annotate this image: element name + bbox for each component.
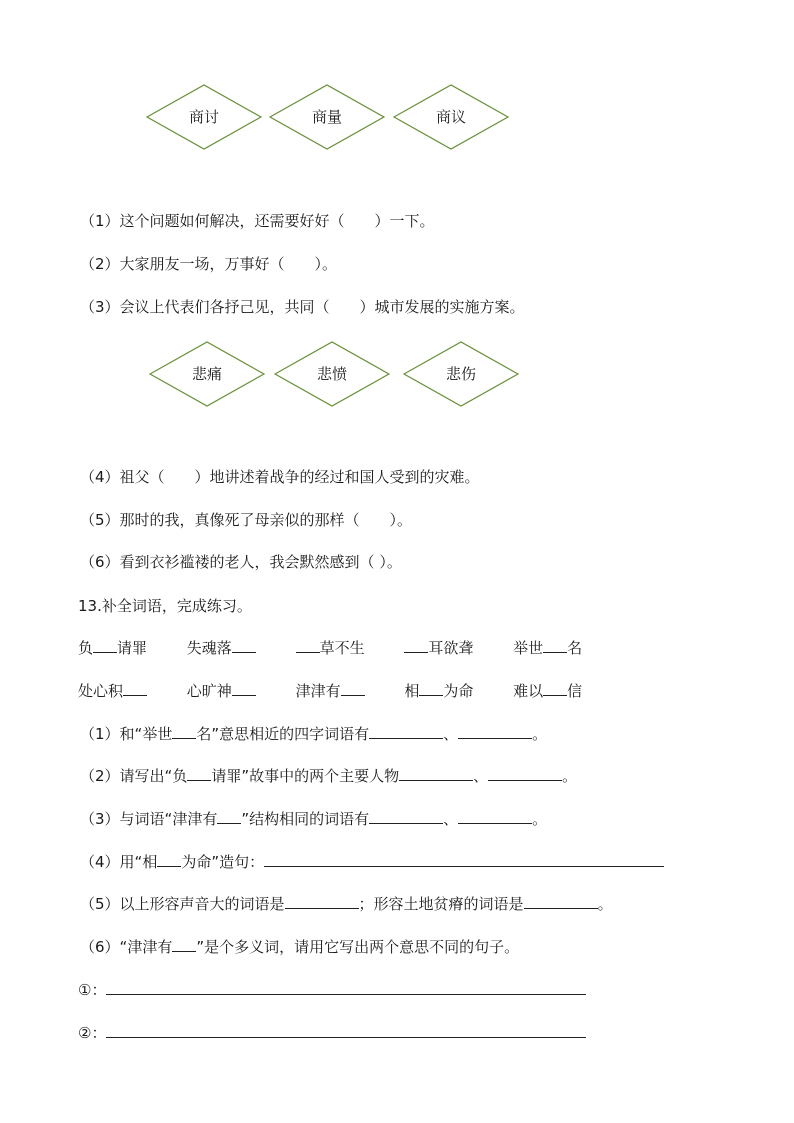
word-diamond-label: 商议 (435, 108, 466, 126)
sentence-answer-line[interactable] (264, 852, 664, 867)
answer-blank[interactable] (458, 724, 532, 739)
fill-blank[interactable] (157, 852, 181, 867)
word-diamond-6 (403, 341, 519, 407)
idiom-row-2 (78, 681, 582, 701)
idiom-blank-word: 耳欲聋 (404, 638, 508, 658)
fill-blank[interactable] (172, 937, 196, 952)
q13-sub-4: （4）用“相 为命”造句： (80, 852, 664, 872)
q13-sub-6: （6）“津津有 ”是个多义词，请用它写出两个意思不同的句子。 (80, 938, 520, 956)
word-choice-group-a (146, 84, 516, 152)
question-item-2: （2）大家朋友一场，万事好（ ）。 (80, 255, 338, 273)
fill-blank[interactable] (217, 809, 241, 824)
question-item-5: （5）那时的我，真像死了母亲似的那样（ ）。 (80, 511, 413, 529)
answer-blank[interactable] (285, 894, 359, 909)
idiom-row-1 (78, 638, 582, 658)
word-diamond-label: 悲愤 (316, 365, 347, 383)
fill-blank[interactable] (232, 638, 256, 653)
question-13-title: 13.补全词语，完成练习。 (78, 597, 252, 615)
idiom-blank-word: 失魂落 (187, 638, 291, 658)
word-diamond-label: 悲伤 (445, 365, 476, 383)
question-item-4: （4）祖父（ ）地讲述着战争的经过和国人受到的灾难。 (80, 468, 480, 486)
word-diamond-1 (146, 84, 262, 150)
answer-blank[interactable] (369, 809, 443, 824)
fill-blank[interactable] (93, 638, 117, 653)
word-diamond-label: 悲痛 (191, 365, 222, 383)
idiom-blank-word: 负 请罪 (78, 639, 148, 657)
question-item-1: （1）这个问题如何解决，还需要好好（ ）一下。 (80, 212, 435, 230)
fill-blank[interactable] (123, 681, 147, 696)
fill-blank[interactable] (187, 766, 211, 781)
fill-blank[interactable] (172, 724, 196, 739)
idiom-blank-word: 心旷神 (187, 681, 291, 701)
word-choice-group-b (149, 341, 521, 409)
idiom-blank-word: 津津有 (296, 681, 400, 701)
idiom-blank-word: 处心积 (78, 681, 182, 701)
answer-blank[interactable] (488, 766, 562, 781)
fill-blank[interactable] (232, 681, 256, 696)
word-diamond-label: 商量 (311, 108, 342, 126)
sentence-answer-line[interactable] (106, 1023, 586, 1038)
fill-blank[interactable] (404, 638, 428, 653)
idiom-blank-word: 草不生 (296, 638, 400, 658)
fill-blank[interactable] (296, 638, 320, 653)
q13-sub-5: （5）以上形容声音大的词语是 ；形容土地贫瘠的词语是 。 (80, 895, 613, 913)
answer-blank[interactable] (399, 766, 473, 781)
q13-sub-1: （1）和“举世 名”意思相近的四字词语有 、 。 (80, 725, 548, 743)
word-diamond-3 (393, 84, 509, 150)
answer-blank[interactable] (524, 894, 598, 909)
question-item-3: （3）会议上代表们各抒己见，共同（ ）城市发展的实施方案。 (80, 298, 525, 316)
fill-blank[interactable] (419, 681, 443, 696)
q13-sub-2: （2）请写出“负 请罪”故事中的两个主要人物 、 。 (80, 767, 578, 785)
idiom-blank-word: 难以 信 (513, 682, 583, 700)
question-item-6: （6）看到衣衫褴褛的老人，我会默然感到（ ）。 (80, 553, 402, 571)
idiom-blank-word: 举世 名 (513, 639, 583, 657)
word-diamond-2 (269, 84, 385, 150)
answer-line-2: ②： (78, 1023, 586, 1043)
fill-blank[interactable] (543, 638, 567, 653)
fill-blank[interactable] (543, 681, 567, 696)
sentence-answer-line[interactable] (106, 980, 586, 995)
idiom-blank-word: 相 为命 (404, 682, 474, 700)
word-diamond-4 (149, 341, 265, 407)
answer-line-1: ①： (78, 980, 586, 1000)
word-diamond-label: 商讨 (188, 108, 219, 126)
fill-blank[interactable] (341, 681, 365, 696)
q13-sub-3: （3）与词语“津津有 ”结构相同的词语有 、 。 (80, 810, 548, 828)
answer-blank[interactable] (458, 809, 532, 824)
answer-blank[interactable] (369, 724, 443, 739)
word-diamond-5 (274, 341, 390, 407)
